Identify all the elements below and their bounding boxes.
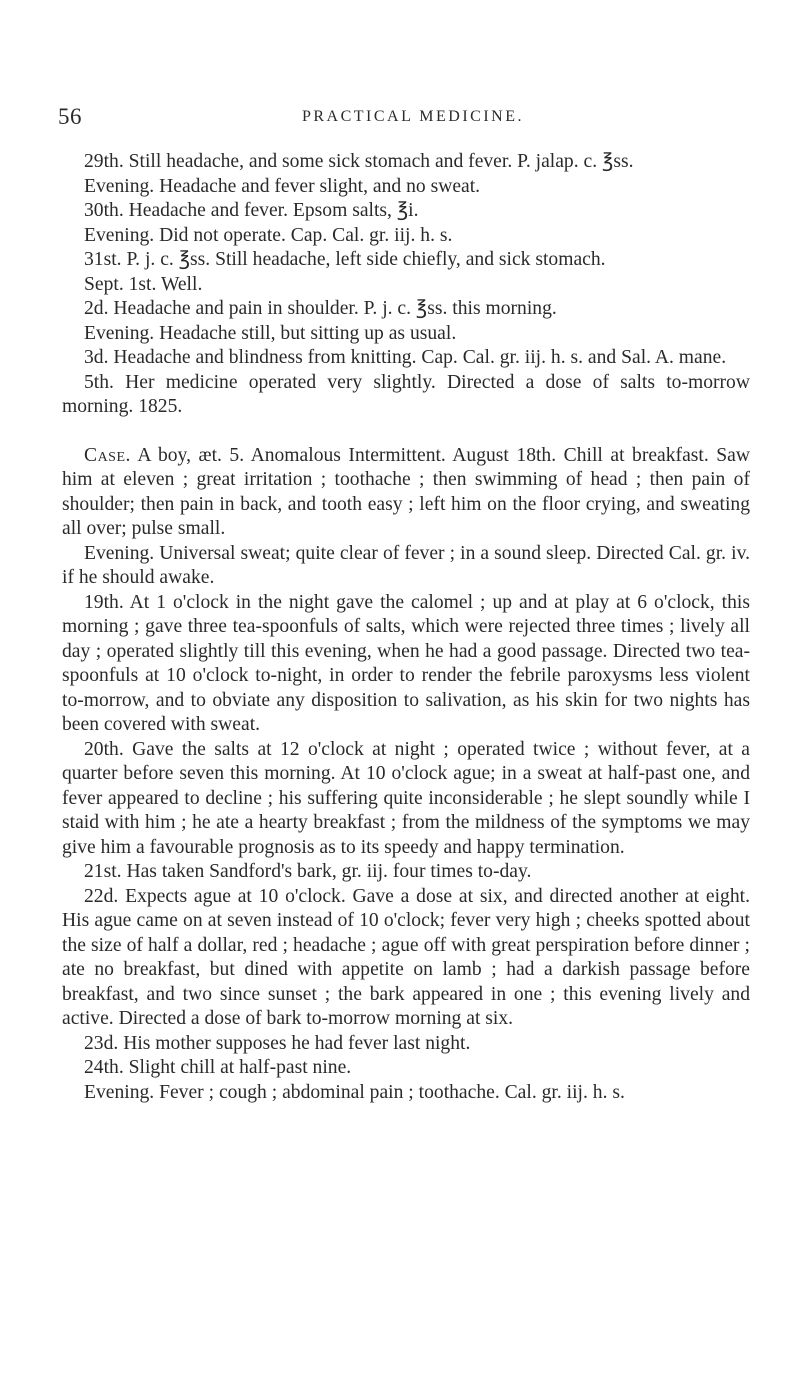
page-number: 56 <box>58 104 82 129</box>
entry-sept-1st: Sept. 1st. Well. <box>84 273 203 295</box>
entry-23d: 23d. His mother supposes he had fever last night. <box>84 1032 471 1054</box>
entry-20th: 20th. Gave the salts at 12 o'clock at night ; operated twice ; without fever, at a quarter before seven this morning. At 10 o'clock ague; in a sweat at half-past one, and fever appeared to decline ; his suffering quite inconsiderable ; he slept soundly while I staid with him ; he ate a hearty breakfast ; from the mildness of the symptoms we may give him a favourable prognosis as to its speedy and happy termination. <box>62 738 750 858</box>
page-body <box>62 150 750 1105</box>
entry-30th: 30th. Headache and fever. Epsom salts, ℥i. <box>84 200 419 221</box>
entry-24th: 24th. Slight chill at half-past nine. <box>84 1057 352 1078</box>
entry-22d: 22d. Expects ague at 10 o'clock. Gave a dose at six, and directed another at eight. His ague came on at seven instead of 10 o'clock; fever very high ; cheeks spotted about the size of half a dollar, red ; headache ; ague off with great perspiration before dinner ; ate no breakfast, but dined with appetite on lamb ; had a darkish passage before breakfast, and two since sunset ; the bark appeared in one ; this evening lively and active. Directed a dose of bark to-morrow morning at six. <box>62 885 750 1029</box>
case-label: Case. <box>84 444 131 466</box>
entry-2d-evening: Evening. Headache still, but sitting up as usual. <box>84 322 457 344</box>
case-intro <box>62 444 750 542</box>
running-title: PRACTICAL MEDICINE. <box>301 108 524 125</box>
entry-30th-evening: Evening. Did not operate. Cap. Cal. gr. iij. h. s. <box>84 224 453 246</box>
entry-29th-evening: Evening. Headache and fever slight, and no sweat. <box>84 175 481 197</box>
entry-29th: 29th. Still headache, and some sick stomach and fever. P. jalap. c. ℥ss. <box>84 151 634 172</box>
section-gap <box>62 420 750 444</box>
case-intro-text: A boy, æt. 5. Anomalous Intermittent. August 18th. Chill at breakfast. Saw him at eleven ; great irritation ; toothache ; then swimming of head ; then pain of shoulder; then pain in back, and tooth easy ; left him on the floor crying, and sweating all over; pulse small. <box>62 444 750 539</box>
entry-24th-evening: Evening. Fever ; cough ; abdominal pain ; toothache. Cal. gr. iij. h. s. <box>84 1081 625 1103</box>
entry-21st: 21st. Has taken Sandford's bark, gr. iij. four times to-day. <box>84 861 532 882</box>
entry-19th: 19th. At 1 o'clock in the night gave the calomel ; up and at play at 6 o'clock, this morning ; gave three tea-spoonfuls of salts, which were rejected three times ; lively all day ; operated slightly till this evening, when he had a good passage. Directed two tea-spoonfuls at 10 o'clock to-night, in order to render the febrile paroxysms less violent to-morrow, and to obviate any disposition to salivation, as his skin for two nights has been covered with sweat. <box>62 591 750 735</box>
entry-31st: 31st. P. j. c. ℥ss. Still headache, left side chiefly, and sick stomach. <box>84 249 606 270</box>
entry-5th: 5th. Her medicine operated very slightly. Directed a dose of salts to-morrow morning. 1825. <box>62 371 750 417</box>
entry-18th-evening: Evening. Universal sweat; quite clear of fever ; in a sound sleep. Directed Cal. gr. iv. if he should awake. <box>62 542 750 588</box>
entry-2d: 2d. Headache and pain in shoulder. P. j. c. ℥ss. this morning. <box>84 298 557 319</box>
entry-3d: 3d. Headache and blindness from knitting. Cap. Cal. gr. iij. h. s. and Sal. A. mane. <box>84 347 727 368</box>
page-header <box>58 104 748 134</box>
